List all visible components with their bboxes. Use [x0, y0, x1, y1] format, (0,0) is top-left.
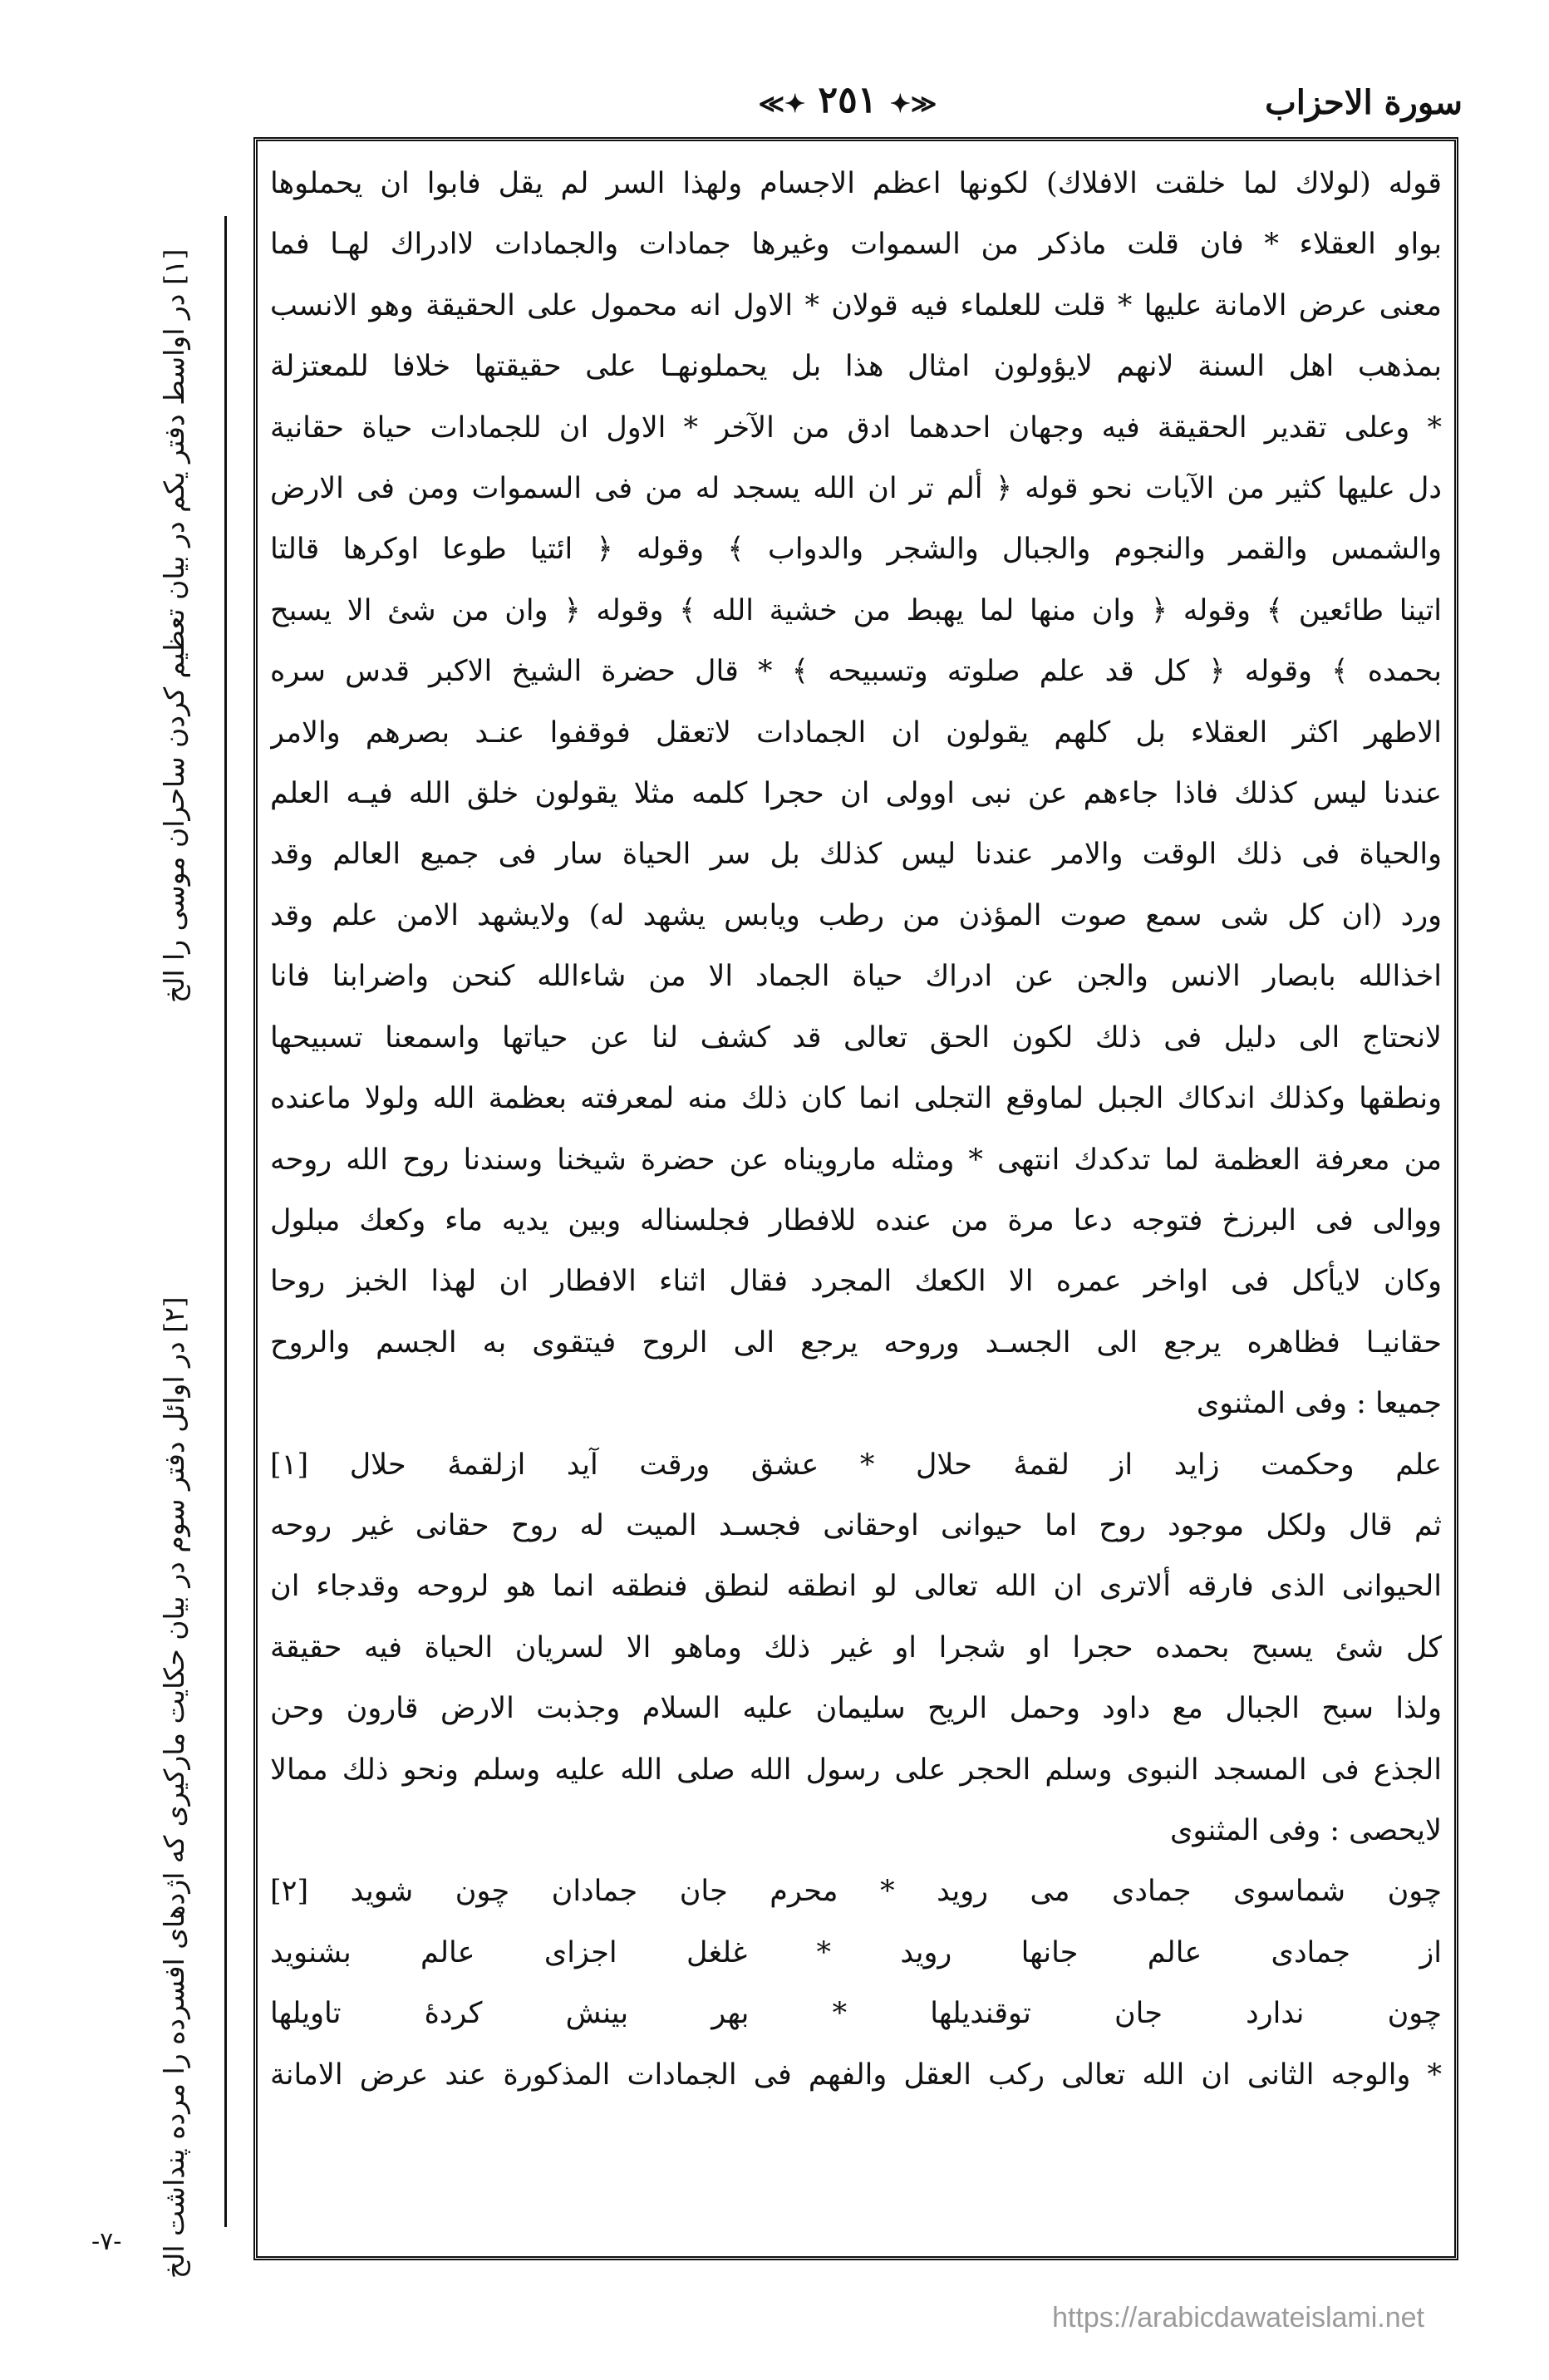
body-line: من معرفة العظمة لما تدكدك انتهى * ومثله مارويناه عن حضرة شيخنا وسندنا روح الله روحه — [270, 1143, 1442, 1177]
watermark: https://arabicdawateislami.net — [1052, 2302, 1424, 2333]
body-line: الجذع فى المسجد النبوى وسلم الحجر على رسول الله صلى الله عليه وسلم ونحو ذلك ممالا — [270, 1753, 1442, 1787]
body-line: دل عليها كثير من الآيات نحو قوله ﴿ ألم تر ان الله يسجد له من فى السموات ومن فى الارض — [270, 472, 1442, 506]
body-line: كل شئ يسبح بحمده حجرا او شجرا او غير ذلك وماهو الا لسريان الحياة فيه حقيقة — [270, 1630, 1442, 1665]
body-line: اتينا طائعين ﴾ وقوله ﴿ وان منها لما يهبط من خشية الله ﴾ وقوله ﴿ وان من شئ الا يسبح — [270, 593, 1442, 627]
surah-name: سورة الاحزاب — [1265, 83, 1463, 122]
body-line: بواو العقلاء * فان قلت ماذكر من السموات وغيرها جمادات والجمادات لاادراك لهـا فما — [270, 228, 1442, 262]
body-line: الاطهر اكثر العقلاء بل كلهم يقولون ان الجمادات لاتعقل فوقفوا عنـد بصرهم والامر — [270, 715, 1442, 750]
side-gloss — [150, 216, 227, 2279]
body-line: بحمده ﴾ وقوله ﴿ كل قد علم صلوته وتسبيحه ﴾ * قال حضرة الشيخ الاكبر قدس سره — [270, 655, 1442, 689]
body-line: والشمس والقمر والنجوم والجبال والشجر والدواب ﴾ وقوله ﴿ ائتيا طوعا اوكرها قالتا — [270, 533, 1442, 567]
body-line: لايحصى : وفى المثنوى — [1169, 1813, 1442, 1847]
body-line: ورد (ان كل شى سمع صوت المؤذن من رطب ويابس يشهد له) ولايشهد الامن علم وقد — [270, 898, 1442, 932]
body-line: * والوجه الثانى ان الله تعالى ركب العقل والفهم فى الجمادات المذكورة عند عرض الامانة — [270, 2058, 1442, 2092]
page-number-value: ٢٥١ — [818, 79, 878, 121]
verse-line: چون ندارد جان توقنديلها * بهر بينش كردهٔ تاويلها — [270, 1997, 1442, 2031]
body-line: جميعا : وفى المثنوى — [1196, 1387, 1442, 1421]
body-line: والحياة فى ذلك الوقت والامر عندنا ليس كذلك بل سر الحياة سار فى جميع العالم وقد — [270, 838, 1442, 872]
main-text — [270, 154, 1442, 2240]
body-line: لانحتاج الى دليل فى ذلك لكون الحق تعالى قد كشف لنا عن حياتها واسمعنا تسبيحها — [270, 1020, 1442, 1055]
ornament-left-icon: ≪✦ — [758, 90, 806, 119]
body-line: ثم قال ولكل موجود روح اما حيوانى اوحقانى فجسـد الميت له روح حقانى غير روحه — [270, 1508, 1442, 1542]
body-line: ولذا سبح الجبال مع داود وحمل الريح سليمان عليه السلام وجذبت الارض قارون وحن — [270, 1692, 1442, 1726]
page-header — [266, 79, 1463, 137]
verse-line: چون شماسوى جمادى مى رويد * محرم جان جمادان چون شويد [٢] — [270, 1875, 1442, 1909]
corner-mark: -٧- — [91, 2227, 122, 2256]
body-line: عندنا ليس كذلك فاذا جاءهم عن نبى اوولى ان حجرا كلمه مثلا يقولون خلق الله فيـه العلم — [270, 777, 1442, 811]
body-line: الحيوانى الذى فارقه ألاترى ان الله تعالى لو انطقه لنطق فنطقه انما هو لروحه وقدجاء ان — [270, 1570, 1442, 1604]
body-line: قوله (لولاك لما خلقت الافلاك) لكونها اعظم الاجسام ولهذا السر لم يقل فابوا ان يحملوها — [270, 167, 1442, 200]
ornament-right-icon: ✦≫ — [889, 90, 937, 119]
body-line: وكان لايأكل فى اواخر عمره الا الكعك المجرد فقال اثناء الافطار ان لهذا الخبز روحا — [270, 1265, 1442, 1299]
body-line: اخذالله بابصار الانس والجن عن ادراك حياة الجماد الا من شاءالله كنحن واضرابنا فانا — [270, 960, 1442, 994]
body-line: ووالى فى البرزخ فتوجه دعا مرة من عنده للافطار فجلسناله وبين يديه ماء وكعك مبلول — [270, 1203, 1442, 1237]
side-note: [٢] در اوائل دفتر سوم در بيان حكايت ماركيرى كه اژدهاى افسرده را مرده پنداشت الخ — [158, 1296, 190, 2279]
verse-line: از جمادى عالم جانها رويد * غلغل اجزاى عالم بشنويد — [270, 1935, 1442, 1969]
body-line: ونطقها وكذلك اندكاك الجبل لماوقع التجلى انما كان ذلك منه لمعرفته بعظمة الله ولولا ماعنده — [270, 1082, 1442, 1116]
body-line: بمذهب اهل السنة لانهم لايؤولون امثال هذا بل يحملونهـا على حقيقتها خلافا للمعتزلة — [270, 350, 1442, 384]
body-line: حقانيـا فظاهره يرجع الى الجسـد وروحه يرجع الى الروح فيتقوى به الجسم والروح — [270, 1325, 1442, 1360]
body-line: معنى عرض الامانة عليها * قلت للعلماء فيه قولان * الاول انه محمول على الحقيقة وهو الانسب — [270, 288, 1442, 322]
page-number — [740, 79, 956, 121]
side-note: [١] در اواسط دفتر يكم در بيان تعظيم كردن ساحران موسى را الخ — [158, 249, 190, 1004]
verse-line: علم وحكمت زايد از لقمهٔ حلال * عشق ورقت آيد ازلقمهٔ حلال [١] — [270, 1448, 1442, 1482]
body-line: * وعلى تقدير الحقيقة فيه وجهان احدهما ادق من الآخر * الاول ان للجمادات حياة حقانية — [270, 411, 1442, 445]
